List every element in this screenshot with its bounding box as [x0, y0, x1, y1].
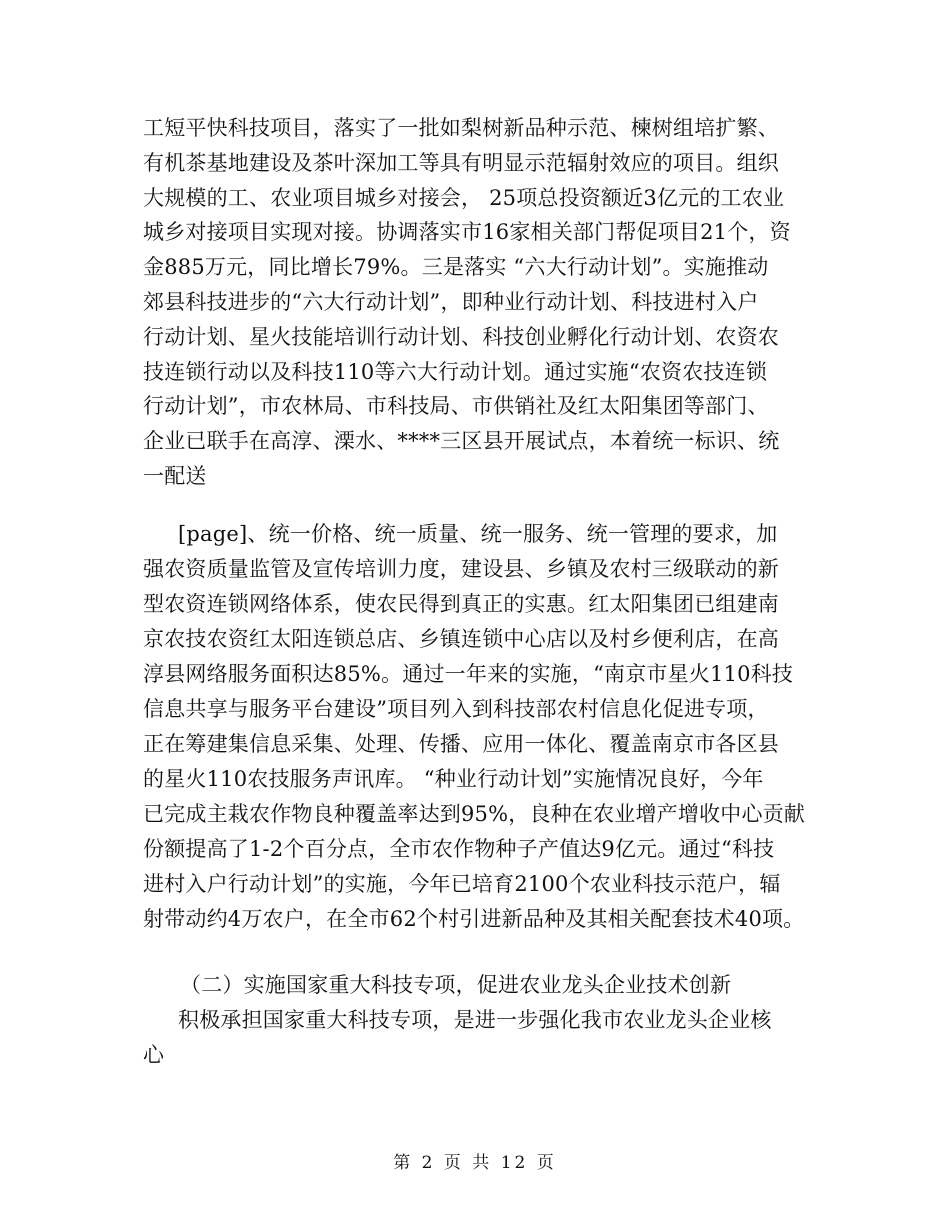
body-text-line: 正在筹建集信息采集、处理、传播、应用一体化、覆盖南京市各区县	[143, 732, 779, 756]
page-footer: 第 2 页 共 12 页	[393, 1153, 557, 1173]
body-text-line: 心	[143, 1043, 165, 1067]
body-text-line: 进村入户行动计划”的实施，今年已培育2100个农业科技示范户，辐	[143, 872, 781, 896]
body-text-line: 城乡对接项目实现对接。协调落实市16家相关部门帮促项目21个，资	[143, 220, 791, 244]
body-text-line: 射带动约4万农户，在全市62个村引进新品种及其相关配套技术40项。	[143, 907, 805, 931]
body-text-line: 强农资质量监管及宣传培训力度，建设县、乡镇及农村三级联动的新	[143, 557, 779, 581]
body-text-line: 企业已联手在高淳、溧水、****三区县开展试点，本着统一标识、统	[143, 429, 780, 453]
body-text-line: 信息共享与服务平台建设”项目列入到科技部农村信息化促进专项，	[143, 697, 769, 721]
body-text-line: 金885万元，同比增长79%。三是落实 “六大行动计划”。实施推动	[143, 255, 769, 279]
body-text-line: 行动计划、星火技能培训行动计划、科技创业孵化行动计划、农资农	[143, 325, 779, 349]
body-text-line: 一配送	[143, 464, 207, 488]
body-text-line: 型农资连锁网络体系，使农民得到真正的实惠。红太阳集团已组建南	[143, 592, 779, 616]
body-text-line: 份额提高了1-2个百分点，全市农作物种子产值达9亿元。通过“科技	[143, 837, 775, 861]
body-text-line: 已完成主栽农作物良种覆盖率达到95%，良种在农业增产增收中心贡献	[143, 802, 806, 826]
section-heading: （二）实施国家重大科技专项，促进农业龙头企业技术创新	[180, 973, 732, 997]
body-text-line: 的星火110农技服务声讯库。 “种业行动计划”实施情况良好，今年	[143, 767, 764, 791]
body-text-line: 京农技农资红太阳连锁总店、乡镇连锁中心店以及村乡便利店，在高	[143, 627, 779, 651]
body-text-line: 淳县网络服务面积达85%。通过一年来的实施，“南京市星火110科技	[143, 662, 794, 686]
body-text-line: [page]、统一价格、统一质量、统一服务、统一管理的要求，加	[178, 522, 778, 546]
body-text-line: 行动计划”，市农林局、市科技局、市供销社及红太阳集团等部门、	[143, 394, 769, 418]
body-text-line: 技连锁行动以及科技110等六大行动计划。通过实施“农资农技连锁	[143, 360, 768, 384]
body-text-line: 积极承担国家重大科技专项，是进一步强化我市农业龙头企业核	[178, 1008, 772, 1032]
body-text-line: 郊县科技进步的“六大行动计划”，即种业行动计划、科技进村入户	[143, 290, 759, 314]
body-text-line: 工短平快科技项目，落实了一批如梨树新品种示范、楝树组培扩繁、	[143, 116, 779, 140]
body-text-line: 大规模的工、农业项目城乡对接会， 25项总投资额近3亿元的工农业	[143, 186, 785, 210]
body-text-line: 有机茶基地建设及茶叶深加工等具有明显示范辐射效应的项目。组织	[143, 151, 779, 175]
